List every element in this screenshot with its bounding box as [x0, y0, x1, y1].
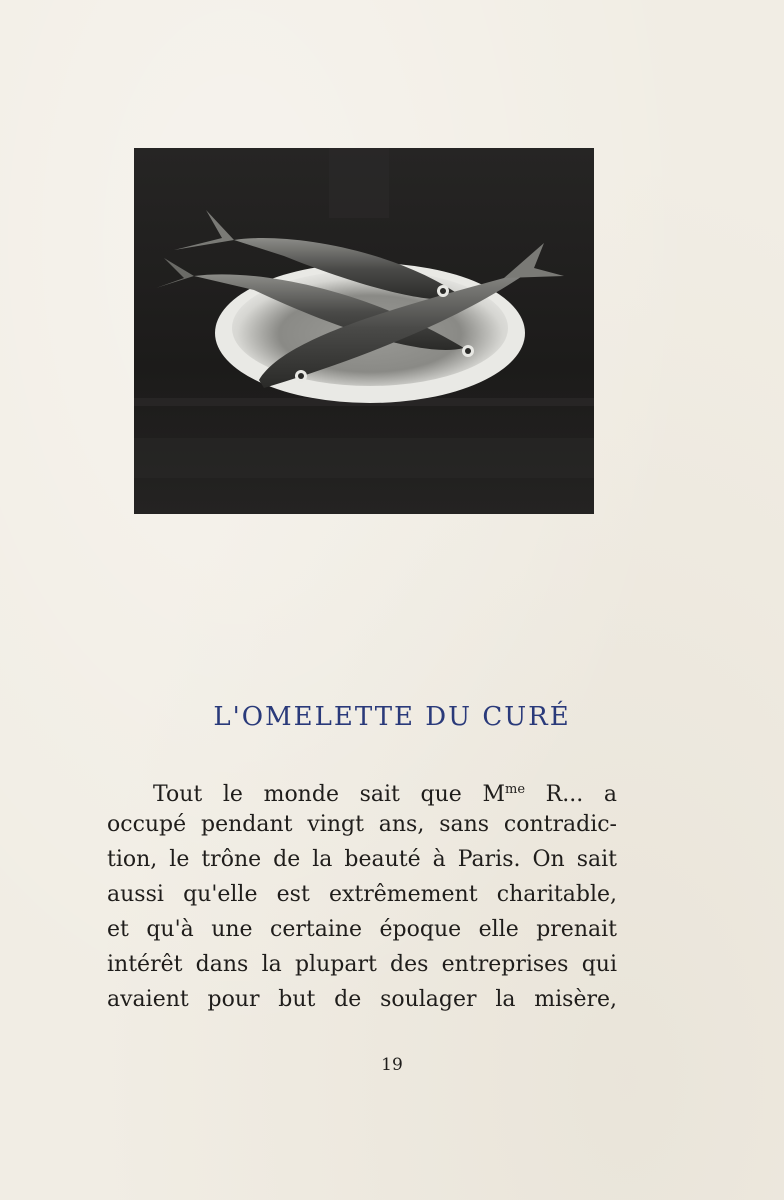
body-line: occupé pendant vingt ans, sans contradic-: [107, 812, 617, 837]
illustration-engraving: [134, 148, 594, 514]
body-line: intérêt dans la plupart des entreprises qui: [107, 952, 617, 977]
body-line: Tout le monde sait que $M^{me}$ R... a: [153, 782, 617, 807]
body-text: [107, 772, 617, 1017]
fish-plate-image: [134, 148, 594, 514]
body-line: aussi qu'elle est extrêmement charitable,: [107, 882, 617, 907]
body-line: avaient pour but de soulager la misère,: [107, 987, 617, 1012]
body-line: et qu'à une certaine époque elle prenait: [107, 917, 617, 942]
superscript: me: [505, 782, 526, 797]
chapter-title: L'OMELETTE DU CURÉ: [213, 702, 571, 732]
body-line: tion, le trône de la beauté à Paris. On sait: [107, 847, 617, 872]
page-number: 19: [381, 1055, 403, 1075]
